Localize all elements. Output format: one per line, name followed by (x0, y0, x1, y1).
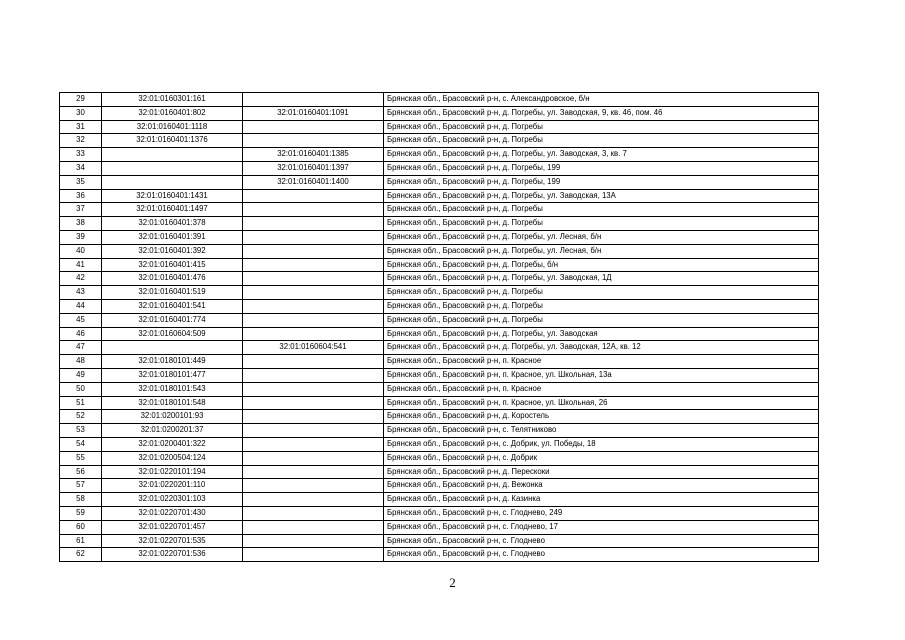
table-row (60, 437, 819, 451)
related-cadastral-number-cell (243, 313, 384, 327)
row-number-cell: 46 (60, 327, 102, 341)
related-cadastral-number-cell (243, 479, 384, 493)
address-cell: Брянская обл., Брасовский р-н, п. Красное, ул. Школьная, 13а (384, 368, 819, 382)
related-cadastral-number-cell (243, 244, 384, 258)
address-cell: Брянская обл., Брасовский р-н, п. Красное (384, 355, 819, 369)
cadastral-number-cell: 32:01:0220701:535 (102, 534, 243, 548)
row-number-cell: 43 (60, 286, 102, 300)
related-cadastral-number-cell (243, 327, 384, 341)
address-cell: Брянская обл., Брасовский р-н, д. Погребы (384, 217, 819, 231)
row-number-cell: 52 (60, 410, 102, 424)
cadastral-number-cell: 32:01:0160401:1376 (102, 134, 243, 148)
cadastral-number-cell: 32:01:0160401:541 (102, 299, 243, 313)
address-cell: Брянская обл., Брасовский р-н, д. Погребы, 199 (384, 161, 819, 175)
row-number-cell: 59 (60, 506, 102, 520)
address-cell: Брянская обл., Брасовский р-н, д. Погребы, ул. Заводская, 13А (384, 189, 819, 203)
cadastral-number-cell: 32:01:0160401:1497 (102, 203, 243, 217)
related-cadastral-number-cell (243, 355, 384, 369)
table-row (60, 272, 819, 286)
table-row (60, 534, 819, 548)
cadastral-number-cell: 32:01:0180101:477 (102, 368, 243, 382)
address-cell: Брянская обл., Брасовский р-н, д. Погребы (384, 203, 819, 217)
row-number-cell: 31 (60, 120, 102, 134)
related-cadastral-number-cell (243, 382, 384, 396)
related-cadastral-number-cell (243, 548, 384, 562)
cadastral-number-cell: 32:01:0220701:457 (102, 520, 243, 534)
address-cell: Брянская обл., Брасовский р-н, д. Погребы, ул. Лесная, б/н (384, 244, 819, 258)
address-cell: Брянская обл., Брасовский р-н, д. Погребы, ул. Заводская, 12А, кв. 12 (384, 341, 819, 355)
row-number-cell: 29 (60, 93, 102, 107)
table-row (60, 493, 819, 507)
table-row (60, 313, 819, 327)
cadastral-number-cell: 32:01:0160401:391 (102, 230, 243, 244)
table-row (60, 134, 819, 148)
row-number-cell: 38 (60, 217, 102, 231)
address-cell: Брянская обл., Брасовский р-н, с. Добрик, ул. Победы, 18 (384, 437, 819, 451)
table-row (60, 286, 819, 300)
cadastral-number-cell: 32:01:0220301:103 (102, 493, 243, 507)
table-row (60, 161, 819, 175)
row-number-cell: 36 (60, 189, 102, 203)
cadastral-number-cell: 32:01:0200101:93 (102, 410, 243, 424)
cadastral-number-cell: 32:01:0180101:449 (102, 355, 243, 369)
table-row (60, 230, 819, 244)
table-row (60, 479, 819, 493)
row-number-cell: 42 (60, 272, 102, 286)
cadastral-number-cell: 32:01:0160401:476 (102, 272, 243, 286)
table-row (60, 217, 819, 231)
related-cadastral-number-cell (243, 493, 384, 507)
row-number-cell: 41 (60, 258, 102, 272)
row-number-cell: 34 (60, 161, 102, 175)
cadastral-number-cell: 32:01:0160401:415 (102, 258, 243, 272)
address-cell: Брянская обл., Брасовский р-н, д. Коростель (384, 410, 819, 424)
row-number-cell: 61 (60, 534, 102, 548)
cadastral-number-cell: 32:01:0160401:1118 (102, 120, 243, 134)
row-number-cell: 54 (60, 437, 102, 451)
address-cell: Брянская обл., Брасовский р-н, д. Погребы (384, 120, 819, 134)
address-cell: Брянская обл., Брасовский р-н, д. Погребы, 199 (384, 175, 819, 189)
address-cell: Брянская обл., Брасовский р-н, д. Погребы, ул. Лесная, б/н (384, 230, 819, 244)
row-number-cell: 30 (60, 106, 102, 120)
table-row (60, 175, 819, 189)
table-row (60, 93, 819, 107)
address-cell: Брянская обл., Брасовский р-н, д. Перескоки (384, 465, 819, 479)
address-cell: Брянская обл., Брасовский р-н, с. Александровское, б/н (384, 93, 819, 107)
related-cadastral-number-cell (243, 134, 384, 148)
row-number-cell: 48 (60, 355, 102, 369)
table-row (60, 382, 819, 396)
table-row (60, 203, 819, 217)
property-table-body (60, 93, 819, 562)
related-cadastral-number-cell (243, 506, 384, 520)
row-number-cell: 37 (60, 203, 102, 217)
related-cadastral-number-cell (243, 368, 384, 382)
table-row (60, 506, 819, 520)
related-cadastral-number-cell (243, 203, 384, 217)
cadastral-number-cell: 32:01:0160401:774 (102, 313, 243, 327)
cadastral-number-cell: 32:01:0160401:519 (102, 286, 243, 300)
row-number-cell: 45 (60, 313, 102, 327)
address-cell: Брянская обл., Брасовский р-н, с. Глоднево (384, 548, 819, 562)
cadastral-number-cell (102, 161, 243, 175)
table-row (60, 258, 819, 272)
cadastral-number-cell: 32:01:0180101:548 (102, 396, 243, 410)
row-number-cell: 53 (60, 424, 102, 438)
table-row (60, 244, 819, 258)
related-cadastral-number-cell (243, 286, 384, 300)
cadastral-number-cell: 32:01:0220701:430 (102, 506, 243, 520)
related-cadastral-number-cell (243, 437, 384, 451)
related-cadastral-number-cell: 32:01:0160401:1385 (243, 148, 384, 162)
address-cell: Брянская обл., Брасовский р-н, п. Красное (384, 382, 819, 396)
address-cell: Брянская обл., Брасовский р-н, д. Погребы (384, 299, 819, 313)
table-row (60, 355, 819, 369)
table-row (60, 148, 819, 162)
related-cadastral-number-cell (243, 272, 384, 286)
row-number-cell: 58 (60, 493, 102, 507)
cadastral-number-cell: 32:01:0160401:392 (102, 244, 243, 258)
table-row (60, 410, 819, 424)
related-cadastral-number-cell (243, 465, 384, 479)
cadastral-number-cell: 32:01:0160401:802 (102, 106, 243, 120)
cadastral-number-cell: 32:01:0200504:124 (102, 451, 243, 465)
address-cell: Брянская обл., Брасовский р-н, с. Глоднево, 17 (384, 520, 819, 534)
address-cell: Брянская обл., Брасовский р-н, с. Глоднево, 249 (384, 506, 819, 520)
cadastral-number-cell (102, 175, 243, 189)
table-row (60, 327, 819, 341)
cadastral-number-cell: 32:01:0160301:161 (102, 93, 243, 107)
related-cadastral-number-cell (243, 120, 384, 134)
related-cadastral-number-cell (243, 230, 384, 244)
row-number-cell: 39 (60, 230, 102, 244)
row-number-cell: 44 (60, 299, 102, 313)
row-number-cell: 60 (60, 520, 102, 534)
property-table (59, 92, 819, 562)
related-cadastral-number-cell (243, 520, 384, 534)
cadastral-number-cell: 32:01:0220201:110 (102, 479, 243, 493)
cadastral-number-cell (102, 341, 243, 355)
table-row (60, 120, 819, 134)
address-cell: Брянская обл., Брасовский р-н, д. Погребы, ул. Заводская, 1Д (384, 272, 819, 286)
row-number-cell: 57 (60, 479, 102, 493)
row-number-cell: 47 (60, 341, 102, 355)
row-number-cell: 55 (60, 451, 102, 465)
address-cell: Брянская обл., Брасовский р-н, д. Погребы (384, 286, 819, 300)
address-cell: Брянская обл., Брасовский р-н, с. Добрик (384, 451, 819, 465)
row-number-cell: 35 (60, 175, 102, 189)
related-cadastral-number-cell (243, 396, 384, 410)
address-cell: Брянская обл., Брасовский р-н, д. Погребы, б/н (384, 258, 819, 272)
table-row (60, 341, 819, 355)
cadastral-number-cell: 32:01:0200201:37 (102, 424, 243, 438)
table-row (60, 451, 819, 465)
related-cadastral-number-cell: 32:01:0160604:541 (243, 341, 384, 355)
address-cell: Брянская обл., Брасовский р-н, д. Казинка (384, 493, 819, 507)
table-row (60, 189, 819, 203)
table-row (60, 548, 819, 562)
address-cell: Брянская обл., Брасовский р-н, д. Погребы (384, 313, 819, 327)
table-row (60, 465, 819, 479)
related-cadastral-number-cell: 32:01:0160401:1397 (243, 161, 384, 175)
table-row (60, 299, 819, 313)
table-row (60, 520, 819, 534)
cadastral-number-cell: 32:01:0160401:378 (102, 217, 243, 231)
related-cadastral-number-cell (243, 424, 384, 438)
row-number-cell: 51 (60, 396, 102, 410)
related-cadastral-number-cell (243, 451, 384, 465)
cadastral-number-cell: 32:01:0160401:1431 (102, 189, 243, 203)
row-number-cell: 56 (60, 465, 102, 479)
table-row (60, 396, 819, 410)
address-cell: Брянская обл., Брасовский р-н, с. Телятниково (384, 424, 819, 438)
address-cell: Брянская обл., Брасовский р-н, д. Погребы, ул. Заводская (384, 327, 819, 341)
row-number-cell: 50 (60, 382, 102, 396)
cadastral-number-cell: 32:01:0220101:194 (102, 465, 243, 479)
related-cadastral-number-cell (243, 534, 384, 548)
cadastral-number-cell: 32:01:0200401:322 (102, 437, 243, 451)
related-cadastral-number-cell: 32:01:0160401:1091 (243, 106, 384, 120)
related-cadastral-number-cell: 32:01:0160401:1400 (243, 175, 384, 189)
cadastral-number-cell (102, 148, 243, 162)
related-cadastral-number-cell (243, 189, 384, 203)
related-cadastral-number-cell (243, 93, 384, 107)
cadastral-number-cell: 32:01:0160604:509 (102, 327, 243, 341)
cadastral-number-cell: 32:01:0180101:543 (102, 382, 243, 396)
table-row (60, 424, 819, 438)
related-cadastral-number-cell (243, 299, 384, 313)
row-number-cell: 49 (60, 368, 102, 382)
row-number-cell: 62 (60, 548, 102, 562)
related-cadastral-number-cell (243, 258, 384, 272)
row-number-cell: 32 (60, 134, 102, 148)
row-number-cell: 40 (60, 244, 102, 258)
related-cadastral-number-cell (243, 217, 384, 231)
address-cell: Брянская обл., Брасовский р-н, п. Красное, ул. Школьная, 26 (384, 396, 819, 410)
table-row (60, 106, 819, 120)
address-cell: Брянская обл., Брасовский р-н, д. Погребы, ул. Заводская, 3, кв. 7 (384, 148, 819, 162)
address-cell: Брянская обл., Брасовский р-н, д. Вежонка (384, 479, 819, 493)
address-cell: Брянская обл., Брасовский р-н, д. Погребы, ул. Заводская, 9, кв. 46, пом. 46 (384, 106, 819, 120)
cadastral-number-cell: 32:01:0220701:536 (102, 548, 243, 562)
related-cadastral-number-cell (243, 410, 384, 424)
address-cell: Брянская обл., Брасовский р-н, с. Глоднево (384, 534, 819, 548)
table-row (60, 368, 819, 382)
page-number: 2 (449, 575, 456, 590)
address-cell: Брянская обл., Брасовский р-н, д. Погребы (384, 134, 819, 148)
row-number-cell: 33 (60, 148, 102, 162)
